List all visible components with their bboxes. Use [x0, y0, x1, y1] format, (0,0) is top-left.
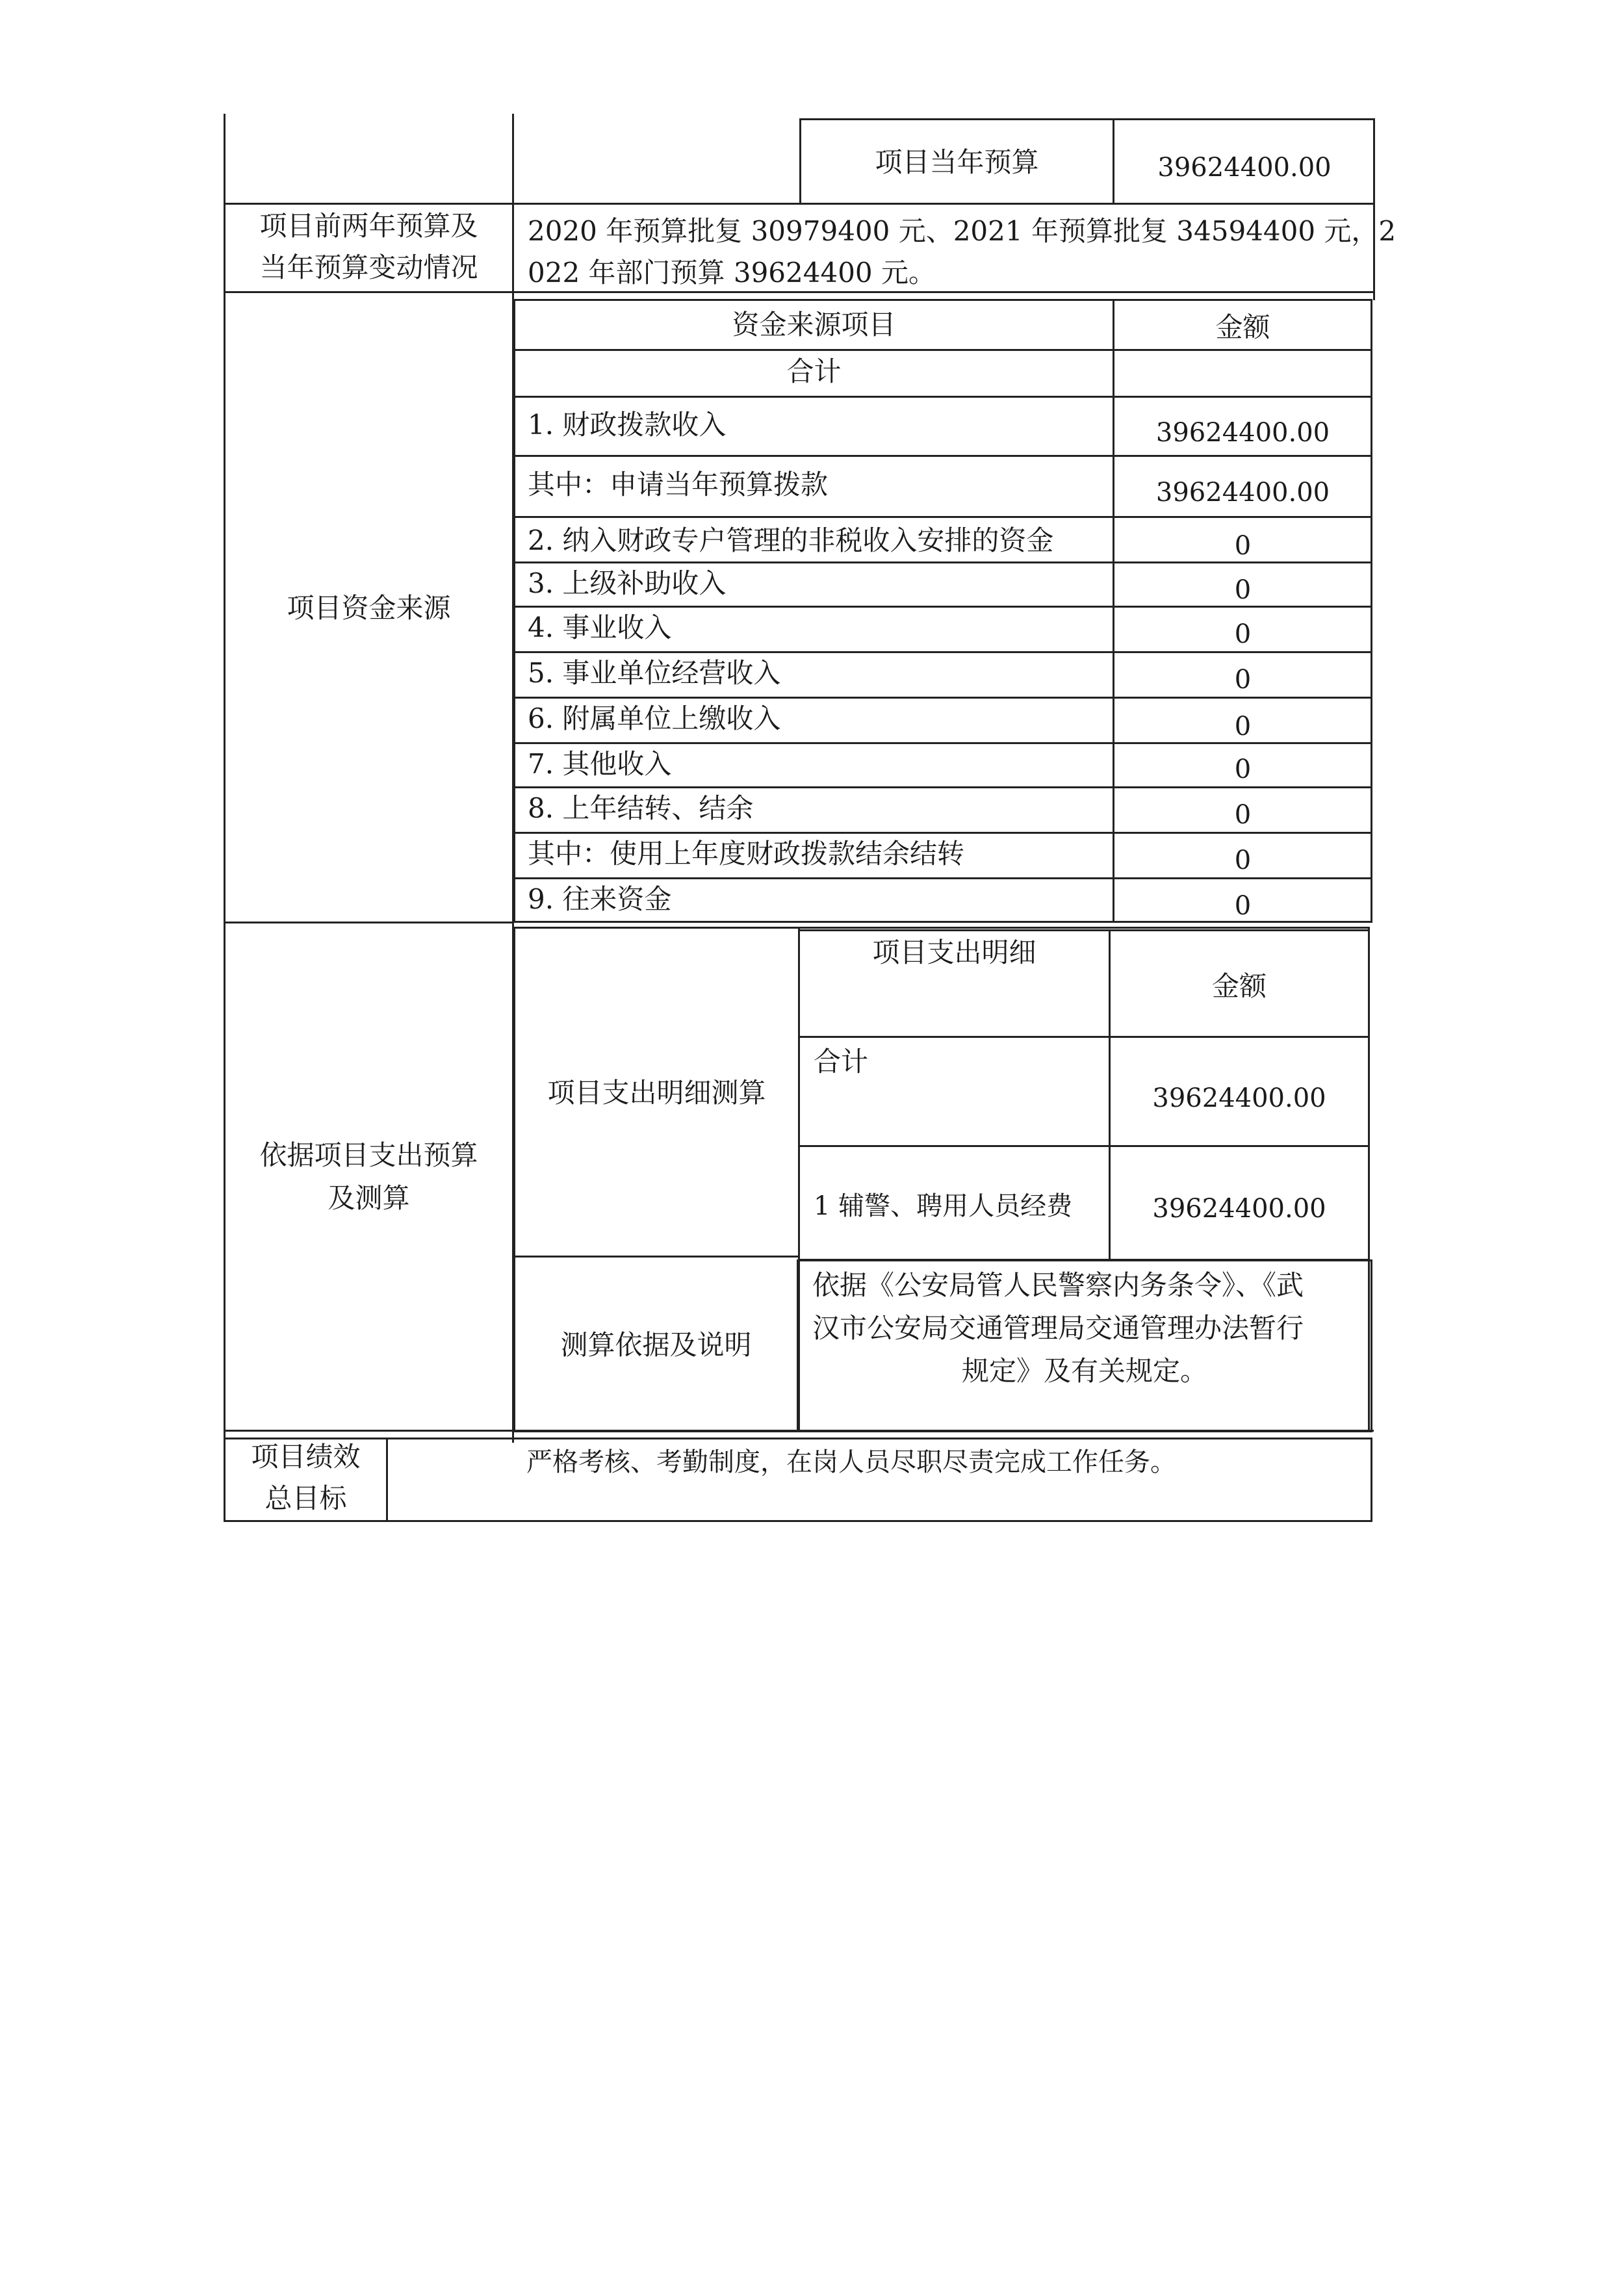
performance-label-2: 总目标 — [264, 1482, 347, 1514]
funding-row-label: 5. 事业单位经营收入 — [528, 657, 781, 689]
grid-line — [513, 786, 1372, 788]
performance-label-1: 项目绩效 — [251, 1441, 361, 1473]
grid-line — [798, 1145, 1370, 1147]
grid-line — [513, 742, 1372, 744]
funding-row-label: 8. 上年结转、结余 — [528, 792, 754, 824]
expenditure-section-label-1: 依据项目支出预算 — [259, 1139, 478, 1171]
top-row-value: 39624400.00 — [1157, 153, 1332, 183]
grid-line — [513, 877, 1372, 879]
funding-total-label: 合计 — [786, 355, 842, 387]
expenditure-item-label: 1 辅警、聘用人员经费 — [814, 1191, 1073, 1221]
funding-row-value: 0 — [1234, 755, 1252, 784]
expenditure-total-value: 39624400.00 — [1152, 1083, 1326, 1113]
funding-row-value: 0 — [1234, 665, 1252, 695]
funding-row-value: 39624400.00 — [1155, 478, 1330, 508]
expenditure-total-label: 合计 — [814, 1046, 869, 1077]
funding-row-label: 4. 事业收入 — [528, 612, 672, 643]
grid-line — [513, 697, 1372, 699]
funding-row-label: 3. 上级补助收入 — [528, 567, 727, 599]
top-row-label: 项目当年预算 — [875, 146, 1039, 178]
grid-line — [512, 114, 514, 205]
grid-line — [513, 455, 1372, 457]
funding-row-label: 2. 纳入财政专户管理的非税收入安排的资金 — [528, 524, 1054, 556]
grid-line — [386, 1438, 388, 1522]
grid-line — [513, 832, 1372, 834]
expenditure-header-item: 项目支出明细 — [872, 936, 1036, 968]
grid-line — [513, 606, 1372, 608]
funding-row-value: 0 — [1234, 575, 1252, 605]
funding-row-value: 0 — [1234, 531, 1252, 561]
funding-header-item: 资金来源项目 — [732, 309, 896, 341]
expenditure-item-value: 39624400.00 — [1152, 1194, 1326, 1224]
funding-row-value: 0 — [1234, 712, 1252, 742]
expenditure-detail-label: 项目支出明细测算 — [547, 1077, 766, 1109]
basis-text-1: 依据《公安局管人民警察内务条令》、《武 — [812, 1269, 1304, 1301]
performance-text: 严格考核、考勤制度，在岗人员尽职尽责完成工作任务。 — [526, 1447, 1176, 1477]
funding-row-label: 6. 附属单位上缴收入 — [528, 703, 781, 734]
funding-row-label: 其中：申请当年预算拨款 — [528, 469, 829, 500]
expenditure-section-label-2: 及测算 — [328, 1182, 410, 1214]
grid-line — [513, 561, 1372, 563]
table-left-border — [224, 203, 225, 1495]
funding-row-value: 0 — [1234, 891, 1252, 921]
funding-row-label: 1. 财政拨款收入 — [528, 409, 727, 441]
prior-budget-text-1: 2020 年预算批复 30979400 元、2021 年预算批复 34594400 元，2 — [528, 215, 1397, 247]
grid-line — [224, 1430, 1374, 1432]
funding-header-amount: 金额 — [1215, 311, 1270, 343]
prior-budget-text-2: 022 年部门预算 39624400 元。 — [528, 257, 936, 289]
funding-row-value: 0 — [1234, 619, 1252, 649]
grid-line — [513, 516, 1372, 518]
grid-line — [798, 1036, 1370, 1038]
basis-text-2: 汉市公安局交通管理局交通管理办法暂行 — [812, 1312, 1304, 1344]
prior-budget-label-1: 项目前两年预算及 — [259, 210, 478, 242]
basis-text-3: 规定》及有关规定。 — [961, 1355, 1207, 1387]
funding-row-value: 39624400.00 — [1155, 418, 1330, 448]
basis-label: 测算依据及说明 — [560, 1329, 752, 1361]
funding-row-value: 0 — [1234, 845, 1252, 875]
grid-line — [224, 114, 225, 205]
funding-row-label: 7. 其他收入 — [528, 748, 672, 780]
grid-line — [513, 651, 1372, 653]
funding-section-label: 项目资金来源 — [287, 592, 451, 624]
grid-line — [513, 1256, 798, 1258]
grid-line — [224, 203, 1375, 205]
funding-row-label: 9. 往来资金 — [528, 883, 672, 915]
grid-line — [224, 922, 513, 923]
grid-line — [224, 291, 1375, 293]
grid-line — [513, 349, 1372, 351]
funding-row-label: 其中：使用上年度财政拨款结余结转 — [528, 838, 965, 870]
funding-row-value: 0 — [1234, 800, 1252, 830]
expenditure-header-amount: 金额 — [1211, 970, 1267, 1002]
grid-line — [513, 396, 1372, 398]
prior-budget-label-2: 当年预算变动情况 — [259, 252, 478, 283]
